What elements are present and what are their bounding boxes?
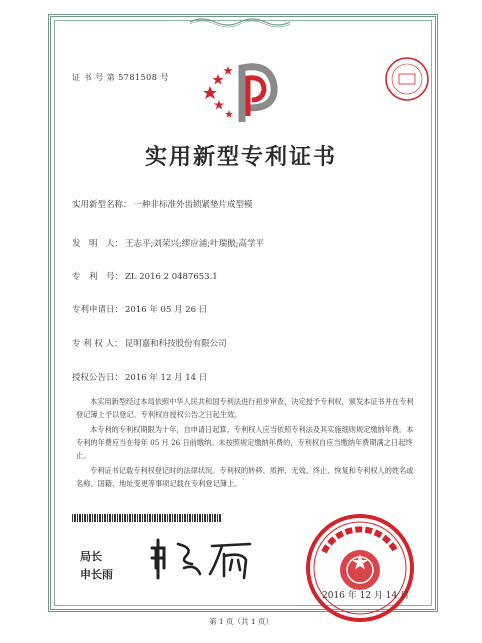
field-label: 发 明 人：	[72, 239, 124, 249]
border-ornament	[190, 16, 290, 28]
patentee-field	[72, 337, 227, 349]
issue-date: 2016 年 12 月 14 日	[322, 591, 410, 601]
field-label: 专 利 号：	[72, 272, 124, 282]
certificate-number-value: 5781508 号	[118, 73, 169, 82]
field-label: 专利申请日：	[72, 305, 124, 315]
field-value: 昆明嘉和科技股份有限公司	[124, 339, 227, 349]
field-value: ZL 2016 2 0487653.1	[125, 272, 218, 282]
handwritten-signature	[150, 534, 260, 584]
field-value: 2016 年 05 月 26 日	[125, 305, 208, 315]
certificate-number-label: 证 书 号 第	[72, 73, 116, 82]
field-value: 一种非标准外齿锁紧垫片成型模	[133, 200, 253, 210]
inventors-field	[72, 237, 264, 249]
field-label: 专 利 权 人：	[72, 339, 123, 349]
field-label: 授权公告日：	[72, 373, 124, 383]
patent-number-field	[72, 270, 218, 282]
body-paragraph: 本实用新型经过本局依照中华人民共和国专利法进行初步审查，决定授予专利权，颁发本证书并在专利登记簿上予以登记。专利权自授权公告之日起生效。	[76, 397, 414, 419]
utility-model-name-field	[72, 198, 253, 210]
field-value: 2016 年 12 月 14 日	[125, 373, 208, 383]
patent-office-logo	[198, 56, 284, 128]
field-label: 实用新型名称：	[72, 200, 132, 210]
grant-date-field	[72, 371, 207, 383]
signatory-name: 申长雨	[80, 568, 113, 581]
field-value: 王志平;刘荣兴;缪应浦;叶瑞傲;高学平	[125, 239, 264, 249]
body-paragraph: 本专利的专利权期限为十年，自申请日起算。专利权人应当依照专利法及其实施细则规定缴纳年费。本专利的年费应当在每年 05 月 26 日前缴纳。未按照规定缴纳年费的，专利权自应当缴纳年费期满之日起终止。	[76, 425, 414, 460]
barcode	[72, 514, 222, 522]
red-official-seal	[304, 512, 416, 624]
small-red-stamp	[384, 56, 430, 102]
signatory-title: 局长	[80, 550, 102, 563]
body-paragraph: 专利证书记载专利权登记时的法律状况。专利权的转移、质押、无效、终止、恢复和专利权人的姓名或名称、国籍、地址变更等事项记载在专利登记簿上。	[76, 466, 414, 488]
certificate-number	[72, 72, 169, 83]
page-number: 第 1 页（共 1 页）	[208, 617, 274, 626]
application-date-field	[72, 303, 207, 315]
certificate-title: 实用新型专利证书	[144, 144, 337, 170]
